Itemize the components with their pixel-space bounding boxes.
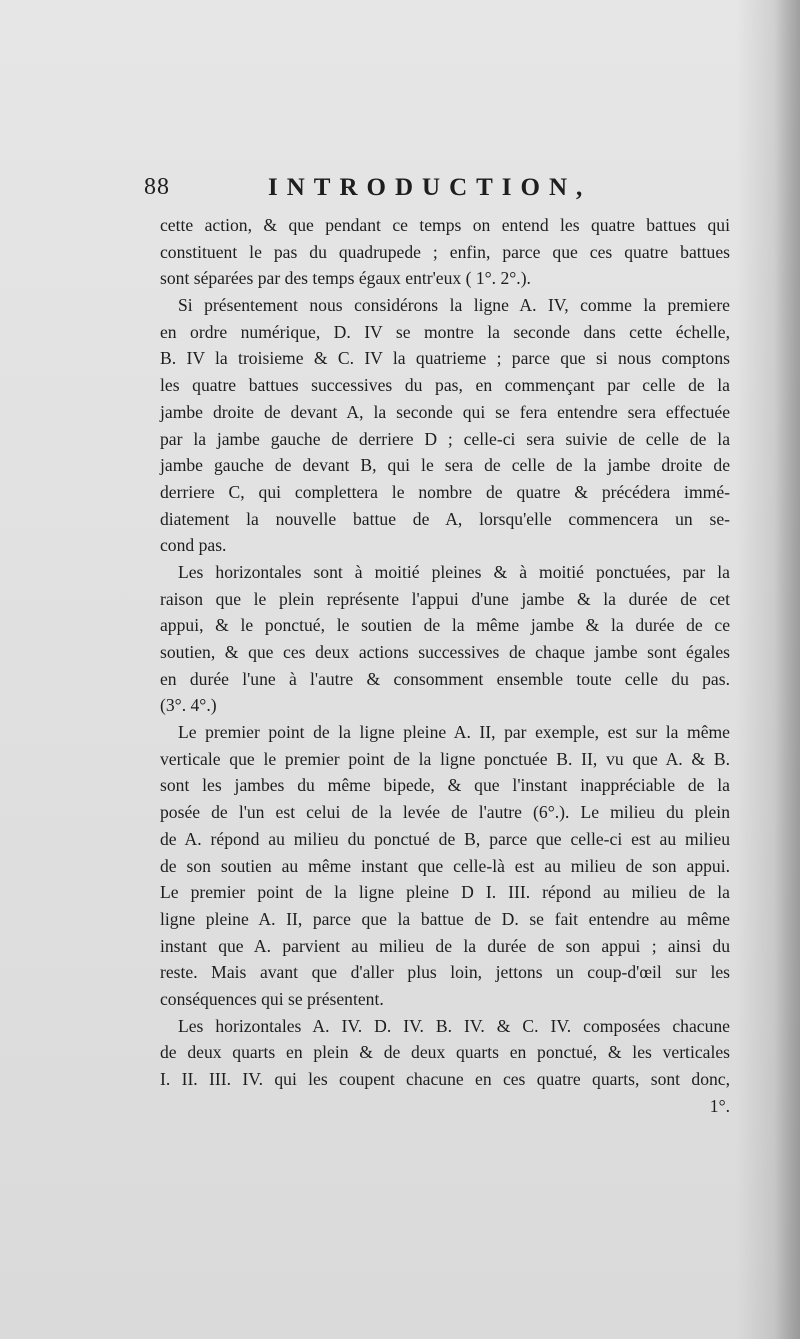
- text-line: cette action, & que pendant ce temps on entend les quatre battues qui: [160, 215, 730, 235]
- text-line: les quatre battues successives du pas, en commençant par celle de la: [160, 375, 730, 396]
- text-line: instant que A. parvient au milieu de la durée de son appui ; ainsi du: [160, 935, 730, 956]
- text-line: Le premier point de la ligne pleine D I. III. répond au milieu de la: [160, 882, 730, 903]
- body-text: [160, 212, 730, 1119]
- text-line: (3°. 4°.): [160, 695, 217, 716]
- page-header: [140, 174, 732, 210]
- text-line: raison que le plein représente l'appui d'une jambe & la durée de cet: [160, 588, 730, 609]
- text-line: verticale que le premier point de la ligne ponctuée B. II, vu que A. & B.: [160, 748, 730, 769]
- text-line: Les horizontales sont à moitié pleines & à moitié ponctuées, par la: [178, 561, 730, 582]
- running-title: INTRODUCTION,: [268, 174, 592, 201]
- text-line: Le premier point de la ligne pleine A. II, par exemple, est sur la même: [178, 722, 730, 743]
- text-line: reste. Mais avant que d'aller plus loin, jettons un coup-d'œil sur les: [160, 962, 730, 983]
- page-gutter-shadow: [774, 0, 800, 1339]
- text-line: derriere C, qui complettera le nombre de quatre & précédera immé-: [160, 481, 730, 502]
- text-line: posée de l'un est celui de la levée de l'autre (6°.). Le milieu du plein: [160, 802, 730, 823]
- text-line: conséquences qui se présentent.: [160, 988, 384, 1009]
- text-line: diatement la nouvelle battue de A, lorsqu'elle commencera un se-: [160, 508, 730, 529]
- text-line: cond pas.: [160, 535, 227, 556]
- text-line: jambe droite de devant A, la seconde qui se fera entendre sera effectuée: [160, 401, 730, 422]
- text-line: sont les jambes du même bipede, & que l'instant inappréciable de la: [160, 775, 730, 796]
- text-line: de deux quarts en plein & de deux quarts en ponctué, & les verticales: [160, 1042, 730, 1063]
- text-line: de son soutien au même instant que celle-là est au milieu de son appui.: [160, 855, 730, 876]
- text-line: par la jambe gauche de derriere D ; celle-ci sera suivie de celle de la: [160, 428, 730, 449]
- text-line: appui, & le ponctué, le soutien de la même jambe & la durée de ce: [160, 615, 730, 636]
- text-line: en ordre numérique, D. IV se montre la seconde dans cette échelle,: [160, 321, 730, 342]
- text-line: ligne pleine A. II, parce que la battue de D. se fait entendre au même: [160, 908, 730, 929]
- text-line: sont séparées par des temps égaux entr'eux ( 1°. 2°.).: [160, 268, 531, 289]
- text-line: constituent le pas du quadrupede ; enfin, parce que ces quatre battues: [160, 241, 730, 262]
- text-line: Les horizontales A. IV. D. IV. B. IV. & C. IV. composées chacune: [178, 1015, 730, 1036]
- text-line: de A. répond au milieu du ponctué de B, parce que celle-ci est au milieu: [160, 828, 730, 849]
- page-number: 88: [144, 174, 170, 200]
- text-line: jambe gauche de devant B, qui le sera de celle de la jambe droite de: [160, 455, 730, 476]
- text-line: I. II. III. IV. qui les coupent chacune en ces quatre quarts, sont donc,: [160, 1069, 730, 1089]
- catchword: 1°.: [709, 1095, 730, 1116]
- text-line: B. IV la troisieme & C. IV la quatrieme ; parce que si nous comptons: [160, 348, 730, 369]
- text-line: soutien, & que ces deux actions successives de chaque jambe sont égales: [160, 642, 730, 662]
- text-line: en durée l'une à l'autre & consomment ensemble toute celle du pas.: [160, 668, 730, 689]
- text-line: Si présentement nous considérons la ligne A. IV, comme la premiere: [178, 295, 730, 316]
